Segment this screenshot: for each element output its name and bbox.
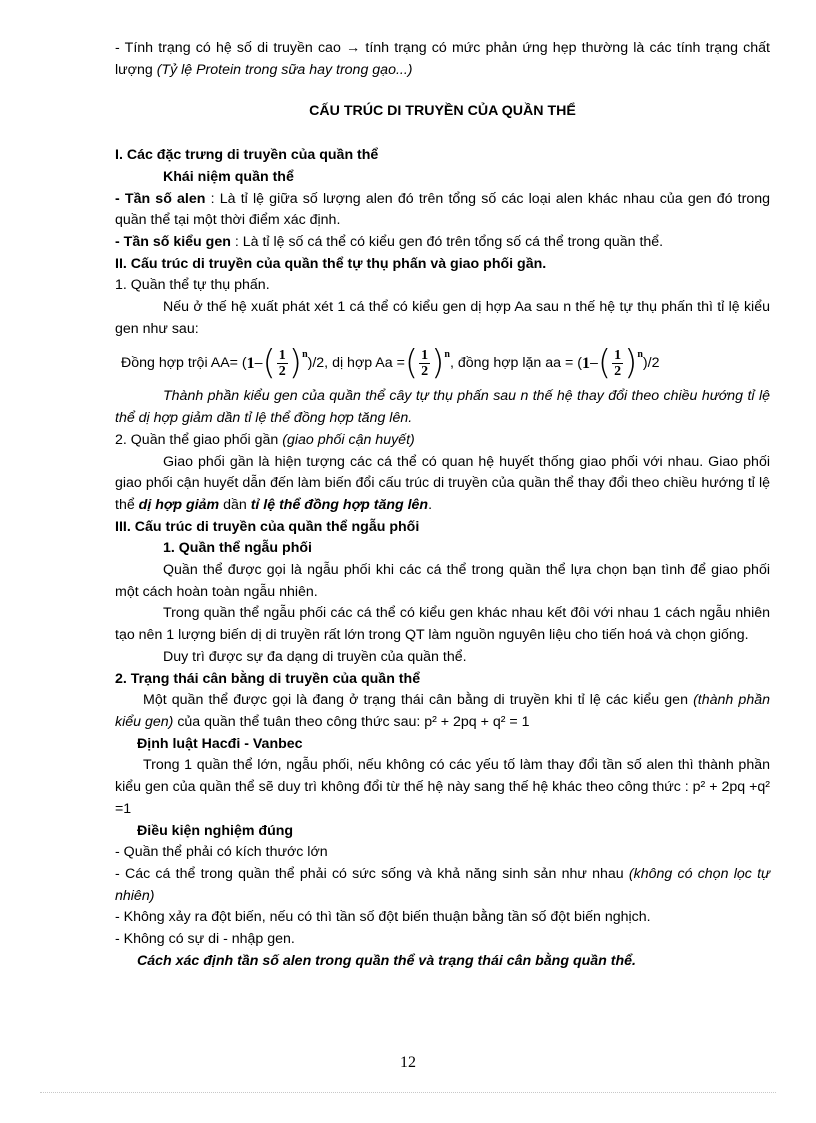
section-2-sub-2-text: 2. Quần thể giao phối gần [115,431,283,448]
equilibrium-italic: (thành phần kiểu gen) [115,692,770,730]
condition-1: - Quần thể phải có kích thước lớn [115,844,328,861]
document-body [115,38,770,972]
equilibrium-text-b: của quần thể tuân theo công thức sau: p² + 2pq + q² = 1 [173,713,530,730]
condition-2 [115,864,770,907]
random-mating-paragraph-1: Quần thể được gọi là ngẫu phối khi các cá thể trong quần thể lựa chọn bạn tình để giao phối một cách hoàn toàn ngẫu nhiên. [115,562,770,600]
inbreeding-paragraph [115,452,770,517]
formula-heterozygous-label: )/2, dị hợp Aa = [307,354,405,371]
formula-fraction [277,348,288,379]
formula-paren-left: ( [404,343,419,384]
inbreeding-text-a: Giao phối gần là hiện tượng các cá thể có quan hệ huyết thống giao phối với nhau. Giao phối giao phối cận huyết dẫn đến làm biến đổi cấu trúc di truyền của quần thể thay đổi theo chiều hướng tỉ lệ thể [115,453,770,513]
formula-one: 1 [581,354,590,372]
formula-exponent: n [302,349,308,361]
formula-minus: – [589,354,598,371]
random-mating-paragraph-2: Trong quần thể ngẫu phối các cá thể có kiểu gen khác nhau kết đôi với nhau 1 cách ngẫu nhiên tạo nên 1 lượng biến dị di truyền rất lớn trong QT làm nguồn nguyên liệu cho tiến hoá và chọn giống. [115,605,770,644]
conditions-heading: Điều kiện nghiệm đúng [137,822,294,839]
fraction-denominator: 2 [614,363,622,379]
random-mating-paragraph-3: Duy trì được sự đa dạng di truyền của quần thể. [163,648,467,665]
section-1-subheading: Khái niệm quần thể [163,168,294,185]
formula-paren-right: ) [431,343,445,384]
inbreeding-emphasis-1: dị hợp giảm [138,496,220,513]
formula-exponent: n [444,349,450,361]
inbreeding-emphasis-2: tỉ lệ thể đồng hợp tăng lên [250,496,429,513]
fraction-denominator: 2 [421,363,429,379]
section-3-sub-1: 1. Quần thể ngẫu phối [163,540,312,557]
intro-italic-text: (Tỷ lệ Protein trong sữa hay trong gạo...) [156,61,413,78]
formula-paren-left: ( [597,343,612,384]
formula-paren-left: ( [262,343,276,384]
section-2-sub-1: 1. Quần thể tự thụ phấn. [115,277,270,294]
formula-paren-right: ) [624,343,638,384]
fraction-denominator: 2 [278,363,286,379]
section-3-heading: III. Cấu trúc di truyền của quần thể ngẫu phối [115,518,420,535]
genotype-frequency-label: - Tần số kiểu gen [115,233,231,250]
document-title: CẤU TRÚC DI TRUYỀN CỦA QUẦN THỂ [309,103,576,120]
self-pollination-italic-note: Thành phần kiểu gen của quần thể cây tự thụ phấn sau n thế hệ thay đổi theo chiều hướng tỉ lệ thể dị hợp giảm dần tỉ lệ thể đồng hợp tăng lên. [115,388,770,427]
fraction-numerator: 1 [614,347,622,363]
formula-one: 1 [246,354,255,372]
fraction-numerator: 1 [421,347,429,363]
formula-fraction [419,348,430,379]
genotype-frequency-text: : Là tỉ lệ số cá thể có kiểu gen đó trên tổng số cá thể trong quần thể. [230,233,664,250]
formula-minus: – [254,354,263,371]
condition-3: - Không xảy ra đột biến, nếu có thì tần số đột biến thuận bằng tần số đột biến nghịch. [115,909,651,926]
page-bottom-divider [40,1092,776,1093]
equilibrium-paragraph [115,690,770,733]
section-2-sub-2-italic: (giao phối cận huyết) [282,431,415,448]
allele-frequency-definition [115,189,770,232]
section-3-sub-2: 2. Trạng thái cân bằng di truyền của quần thể [115,670,421,687]
page-number: 12 [400,1054,416,1071]
condition-2-italic: (không có chọn lọc tự nhiên) [115,865,771,904]
formula-paren-right: ) [288,343,303,384]
allele-frequency-text: : Là tỉ lệ giữa số lượng alen đó trên tổng số các loại alen khác nhau của gen đó trong quần thể tại một thời điểm xác định. [115,190,770,229]
formula-homozygous-recessive-label: , đồng hợp lặn aa = ( [449,354,582,371]
section-2-sub-2 [115,430,770,452]
hardy-weinberg-paragraph: Trong 1 quần thể lớn, ngẫu phối, nếu không có các yếu tố làm thay đổi tần số alen thì thành phần kiểu gen của quần thể sẽ duy trì không đổi từ thế hệ này sang thế hệ khác theo công thức : p² + 2pq +q² =1 [115,757,770,817]
section-1-heading: I. Các đặc trưng di truyền của quần thể [115,147,379,164]
condition-4: - Không có sự di - nhập gen. [115,931,295,948]
final-heading: Cách xác định tần số alen trong quần thể và trạng thái cân bằng quần thể. [137,952,636,969]
intro-paragraph [115,38,770,81]
formula-exponent: n [637,349,643,361]
genotype-frequency-definition [115,232,770,254]
allele-frequency-label: - Tần số alen [115,190,206,207]
formula-fraction [612,348,623,379]
formula-homozygous-dominant-label: Đồng hợp trội AA= ( [121,354,247,371]
hardy-weinberg-heading: Định luật Hacđi - Vanbec [137,735,303,752]
self-pollination-paragraph: Nếu ở thế hệ xuất phát xét 1 cá thể có kiểu gen dị hợp Aa sau n thế hệ tự thụ phấn thì tỉ lệ kiểu gen như sau: [115,299,770,337]
section-2-heading: II. Cấu trúc di truyền của quần thể tự thụ phấn và giao phối gần. [115,255,547,272]
inbreeding-text-b: dần [219,496,251,513]
genotype-formula [121,342,770,384]
equilibrium-text-a: Một quần thể được gọi là đang ở trạng thái cân bằng di truyền khi tỉ lệ các kiểu gen [143,692,694,709]
inbreeding-text-c: . [428,496,433,513]
formula-end: )/2 [642,354,660,371]
condition-2-text: - Các cá thể trong quần thể phải có sức sống và khả năng sinh sản như nhau [115,865,629,882]
intro-text: - Tính trạng có hệ số di truyền cao → tính trạng có mức phản ứng hẹp thường là các tính trạng chất lượng [115,40,770,78]
fraction-numerator: 1 [278,347,286,363]
